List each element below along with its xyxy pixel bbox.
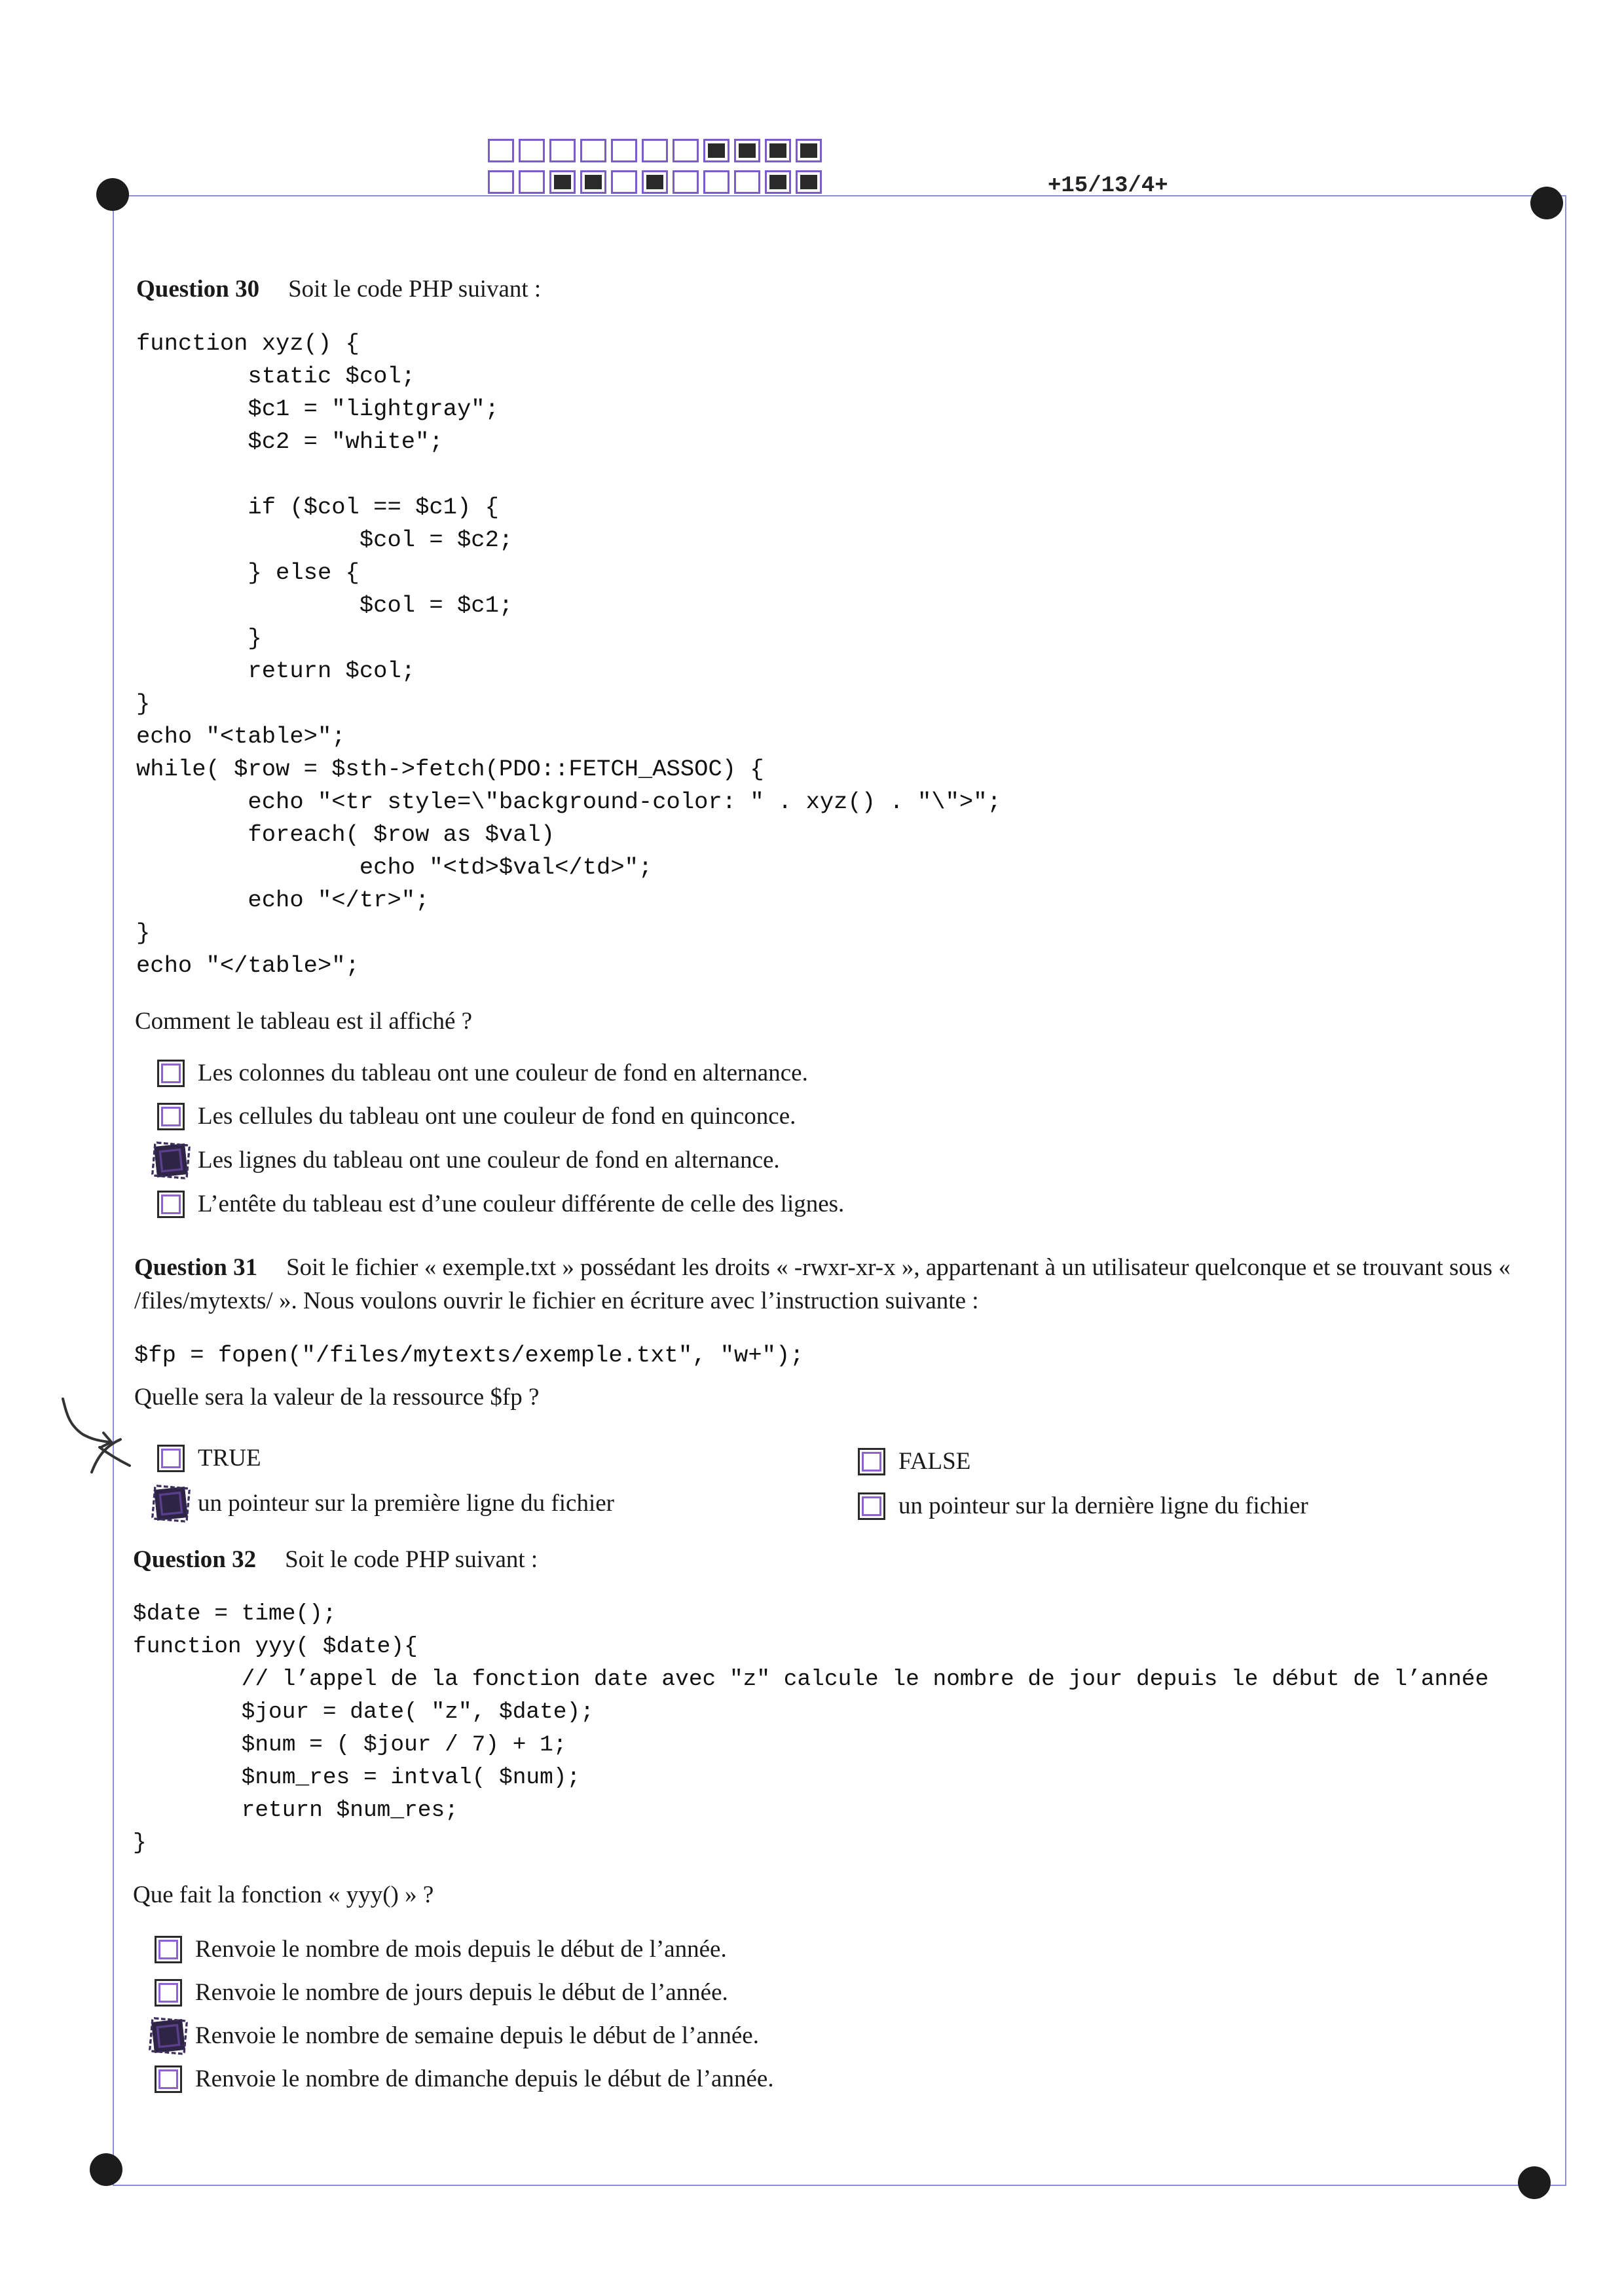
corner-mark-top-right (1530, 187, 1563, 219)
id-code-cell (734, 170, 760, 194)
id-code-cell (765, 170, 791, 194)
id-code-cell (549, 170, 576, 194)
answer-checkbox[interactable] (157, 1191, 185, 1218)
id-code-cell (580, 170, 606, 194)
answer-text: Renvoie le nombre de dimanche depuis le début de l’année. (195, 2065, 774, 2092)
question-30-answer-2[interactable] (157, 1102, 796, 1130)
corner-mark-bottom-left (90, 2153, 122, 2186)
answer-text: Renvoie le nombre de mois depuis le début de l’année. (195, 1936, 727, 1963)
answer-checkbox[interactable] (154, 1487, 188, 1521)
answer-text: Les colonnes du tableau ont une couleur de fond en alternance. (198, 1060, 808, 1086)
id-code-cell (488, 139, 514, 162)
answer-checkbox[interactable] (858, 1448, 885, 1475)
id-code-cell (519, 139, 545, 162)
question-31-text: Soit le fichier « exemple.txt » possédant les droits « -rwxr-xr-x », appartenant à un utilisateur quelconque et se trouvant sous « /files/mytexts/ ». Nous voulons ouvrir le fichier en écriture avec l’instruction suivante : (134, 1254, 1511, 1314)
answer-text: TRUE (198, 1445, 261, 1472)
question-30-intro: Soit le code PHP suivant : (288, 276, 542, 303)
id-code-cell (703, 139, 729, 162)
question-30-answer-1[interactable] (157, 1059, 808, 1087)
question-31-prompt: Quelle sera la valeur de la ressource $fp ? (134, 1384, 540, 1411)
question-31-code: $fp = fopen("/files/mytexts/exemple.txt", "w+"); (134, 1342, 804, 1369)
id-code-cell (796, 170, 822, 194)
answer-text: FALSE (898, 1448, 971, 1475)
answer-text: L’entête du tableau est d’une couleur différente de celle des lignes. (198, 1191, 845, 1217)
id-code-cell (642, 139, 668, 162)
answer-text: un pointeur sur la dernière ligne du fichier (898, 1492, 1308, 1519)
answer-checkbox[interactable] (858, 1492, 885, 1520)
id-code-cell (703, 170, 729, 194)
question-32-prompt: Que fait la fonction « yyy() » ? (133, 1881, 434, 1908)
id-code-row-bottom (488, 170, 826, 194)
id-code-cell (611, 139, 637, 162)
question-32-answer-2[interactable] (155, 1978, 728, 2007)
question-30-number: Question 30 (136, 276, 260, 303)
corner-mark-bottom-right (1518, 2166, 1551, 2199)
question-32-intro: Soit le code PHP suivant : (285, 1546, 538, 1573)
question-32-answer-1[interactable] (155, 1935, 727, 1963)
question-31-statement (134, 1251, 1568, 1318)
corner-mark-top-left (96, 178, 129, 211)
question-31-answer-true[interactable] (157, 1444, 261, 1472)
answer-checkbox[interactable] (151, 2019, 185, 2053)
id-code-cell (673, 170, 699, 194)
id-code-row-top (488, 139, 826, 162)
page-id: +15/13/4+ (1048, 174, 1168, 198)
answer-checkbox[interactable] (157, 1060, 185, 1087)
id-code-cell (734, 139, 760, 162)
id-code-cell (519, 170, 545, 194)
answer-checkbox[interactable] (157, 1445, 185, 1472)
question-32-answer-3[interactable] (155, 2022, 759, 2050)
question-32-answer-4[interactable] (155, 2065, 774, 2093)
id-code-cell (580, 139, 606, 162)
answer-checkbox[interactable] (157, 1103, 185, 1130)
question-30-answer-3[interactable] (157, 1146, 780, 1174)
question-31-answer-first-line[interactable] (157, 1489, 614, 1517)
id-code-cell (796, 139, 822, 162)
id-code-cell (642, 170, 668, 194)
answer-text: Les cellules du tableau ont une couleur de fond en quinconce. (198, 1103, 796, 1130)
answer-checkbox[interactable] (154, 1143, 188, 1177)
id-code-cell (488, 170, 514, 194)
answer-text: Les lignes du tableau ont une couleur de fond en alternance. (198, 1147, 780, 1174)
id-code-cell (673, 139, 699, 162)
pen-scribble-mark (58, 1395, 156, 1480)
id-code-cell (765, 139, 791, 162)
question-32-code: $date = time(); function yyy( $date){ // l’appel de la fonction date avec "z" calcule le nombre de jour depuis le début de l’année $jour = date( "z", $date); $num = ( $jour / 7) + 1; $num_res = intval( $num); return $num_res; } (133, 1601, 1489, 1856)
answer-text: Renvoie le nombre de jours depuis le début de l’année. (195, 1979, 728, 2006)
answer-checkbox[interactable] (155, 1936, 182, 1963)
answer-checkbox[interactable] (155, 1979, 182, 2007)
question-32-number: Question 32 (133, 1546, 257, 1573)
question-31-answer-false[interactable] (858, 1447, 970, 1475)
question-31-answer-last-line[interactable] (858, 1492, 1308, 1520)
question-30-header (136, 275, 541, 303)
id-code-cell (611, 170, 637, 194)
question-30-answer-4[interactable] (157, 1190, 844, 1218)
answer-checkbox[interactable] (155, 2065, 182, 2093)
id-code-cell (549, 139, 576, 162)
question-30-code: function xyz() { static $col; $c1 = "lightgray"; $c2 = "white"; if ($col == $c1) { $col = $c2; } else { $col = $c1; } return $col; } echo "<table>"; while( $row = $sth->fetch(PDO::FETCH_ASSOC) { echo "<tr style=\"background-color: " . xyz() . "\">"; foreach( $row as $val) echo "<td>$val</td>"; echo "</tr>"; } echo "</table>"; (136, 330, 1001, 979)
answer-text: un pointeur sur la première ligne du fichier (198, 1490, 614, 1517)
answer-text: Renvoie le nombre de semaine depuis le début de l’année. (195, 2022, 759, 2049)
question-31-number: Question 31 (134, 1254, 258, 1281)
question-32-header (133, 1546, 538, 1574)
question-30-prompt: Comment le tableau est il affiché ? (135, 1008, 473, 1035)
